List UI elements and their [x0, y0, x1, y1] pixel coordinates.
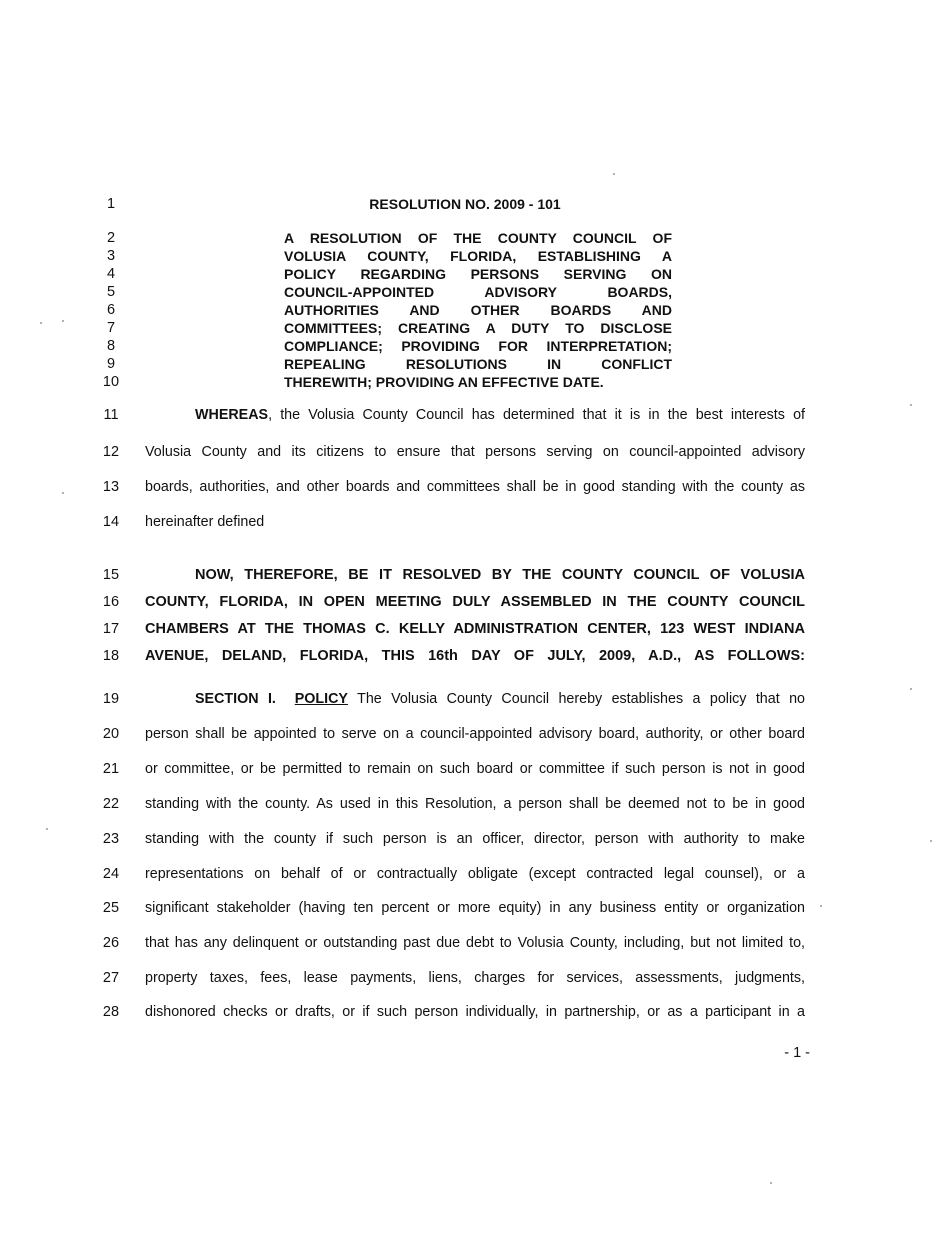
- resolved-line: [145, 566, 805, 584]
- section-line: standing with the county if such person is an officer, director, person with authority to make: [145, 831, 805, 847]
- line-number: 3: [106, 248, 116, 264]
- caption-line: A RESOLUTION OF THE COUNTY COUNCIL OF: [284, 230, 672, 246]
- line-number: 11: [103, 407, 119, 423]
- resolution-caption: [284, 229, 672, 391]
- section-line: significant stakeholder (having ten percent or more equity) in any business entity or organization: [145, 900, 805, 916]
- line-number: 1: [106, 196, 116, 212]
- resolved-line: AVENUE, DELAND, FLORIDA, THIS 16th DAY OF JULY, 2009, A.D., AS FOLLOWS:: [145, 648, 805, 664]
- caption-line: COMPLIANCE; PROVIDING FOR INTERPRETATION;: [284, 338, 672, 354]
- whereas-line: hereinafter defined: [145, 514, 265, 530]
- line-number: 10: [102, 374, 120, 390]
- section-line: that has any delinquent or outstanding past due debt to Volusia County, including, but not limited to,: [145, 935, 805, 951]
- line-number: 23: [102, 831, 120, 847]
- line-number: 12: [102, 444, 120, 460]
- caption-line: REPEALING RESOLUTIONS IN CONFLICT: [284, 356, 672, 372]
- scan-speck: [40, 322, 42, 324]
- whereas-label: WHEREAS: [195, 407, 269, 423]
- section-line: dishonored checks or drafts, or if such person individually, in partnership, or as a participant in a: [145, 1004, 805, 1020]
- caption-line: AUTHORITIES AND OTHER BOARDS AND: [284, 302, 672, 318]
- section-line: or committee, or be permitted to remain on such board or committee if such person is not in good: [145, 761, 805, 777]
- line-number: 13: [102, 479, 120, 495]
- whereas-line: boards, authorities, and other boards and committees shall be in good standing with the county as: [145, 479, 805, 495]
- resolved-text: NOW, THEREFORE, BE IT RESOLVED BY THE COUNTY COUNCIL OF VOLUSIA: [195, 567, 805, 583]
- scan-speck: [62, 320, 64, 322]
- line-number: 7: [106, 320, 116, 336]
- line-number: 17: [102, 621, 120, 637]
- line-number: 19: [102, 691, 120, 707]
- scan-speck: [820, 905, 822, 907]
- scan-speck: [910, 688, 912, 690]
- line-number: 15: [102, 567, 120, 583]
- line-number: 2: [106, 230, 116, 246]
- section-label: SECTION I.: [195, 691, 276, 707]
- line-number: 6: [106, 302, 116, 318]
- line-number: 22: [102, 796, 120, 812]
- section-heading: POLICY: [294, 691, 348, 707]
- scan-speck: [613, 173, 615, 175]
- section-line: person shall be appointed to serve on a council-appointed advisory board, authority, or other board: [145, 726, 805, 742]
- line-number: 4: [106, 266, 116, 282]
- whereas-text: , the Volusia County Council has determined that it is in the best interests of: [268, 407, 805, 423]
- scan-speck: [770, 1182, 772, 1184]
- line-number: 26: [102, 935, 120, 951]
- resolution-title: RESOLUTION NO. 2009 - 101: [369, 196, 561, 212]
- line-number: 27: [102, 970, 120, 986]
- resolved-line: CHAMBERS AT THE THOMAS C. KELLY ADMINISTRATION CENTER, 123 WEST INDIANA: [145, 621, 805, 637]
- section-text: The Volusia County Council hereby establishes a policy that no: [347, 691, 805, 707]
- caption-line: COMMITTEES; CREATING A DUTY TO DISCLOSE: [284, 320, 672, 336]
- caption-line: THEREWITH; PROVIDING AN EFFECTIVE DATE.: [284, 374, 604, 390]
- line-number: 24: [102, 866, 120, 882]
- resolved-line: COUNTY, FLORIDA, IN OPEN MEETING DULY ASSEMBLED IN THE COUNTY COUNCIL: [145, 594, 805, 610]
- line-number: 20: [102, 726, 120, 742]
- line-number: 8: [106, 338, 116, 354]
- caption-line: POLICY REGARDING PERSONS SERVING ON: [284, 266, 672, 282]
- line-number: 21: [102, 761, 120, 777]
- section-line: property taxes, fees, lease payments, liens, charges for services, assessments, judgments,: [145, 970, 805, 986]
- line-number: 28: [102, 1004, 120, 1020]
- line-number: 9: [106, 356, 116, 372]
- whereas-line: Volusia County and its citizens to ensure that persons serving on council-appointed advisory: [145, 444, 805, 460]
- line-number: 14: [102, 514, 120, 530]
- section-line: representations on behalf of or contractually obligate (except contracted legal counsel), or a: [145, 866, 805, 882]
- page-number: - 1 -: [784, 1045, 810, 1061]
- line-number: 16: [102, 594, 120, 610]
- section-line: [145, 690, 805, 708]
- line-number: 25: [102, 900, 120, 916]
- caption-line: COUNCIL-APPOINTED ADVISORY BOARDS,: [284, 284, 672, 300]
- line-number: 18: [102, 648, 120, 664]
- section-line: standing with the county. As used in this Resolution, a person shall be deemed not to be in good: [145, 796, 805, 812]
- scan-speck: [62, 492, 64, 494]
- scan-speck: [930, 840, 932, 842]
- scan-speck: [46, 828, 48, 830]
- caption-line: VOLUSIA COUNTY, FLORIDA, ESTABLISHING A: [284, 248, 672, 264]
- line-number: 5: [106, 284, 116, 300]
- scan-speck: [910, 404, 912, 406]
- whereas-line: [145, 406, 805, 424]
